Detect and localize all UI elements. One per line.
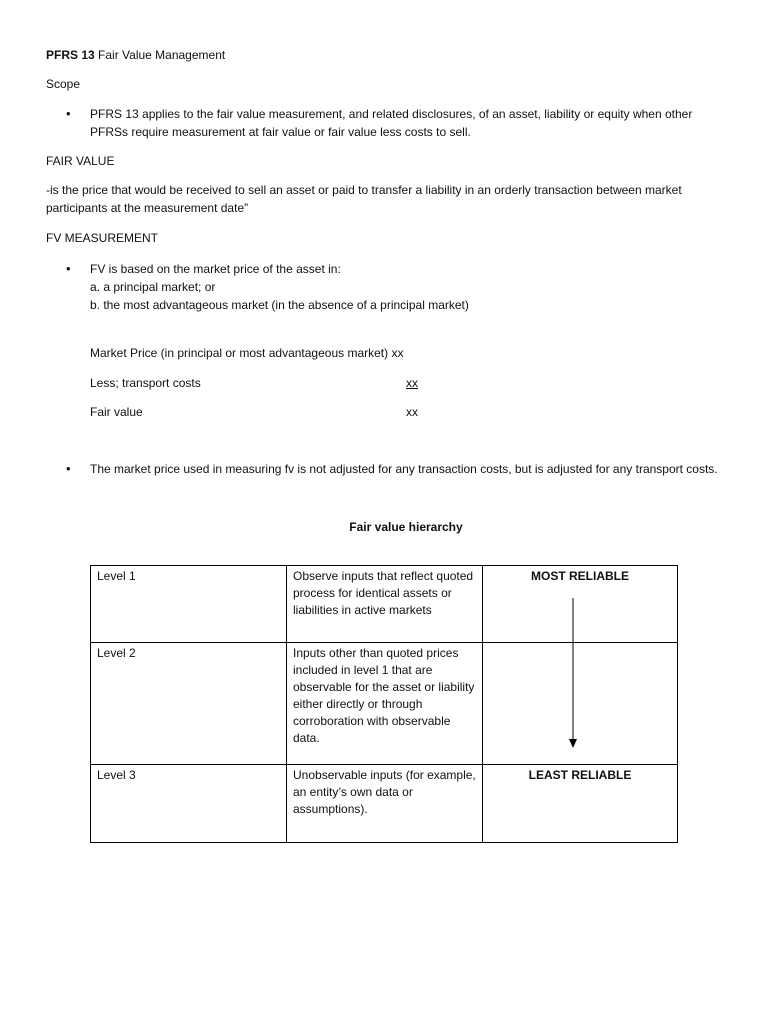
reliability-cell: [483, 643, 678, 765]
description-cell: Observe inputs that reflect quoted process for identical assets or liabilities in active markets: [287, 566, 483, 643]
table-row: [91, 643, 678, 765]
scope-heading: Scope: [46, 77, 81, 91]
bullet-icon: •: [66, 261, 71, 276]
level-cell: Level 3: [91, 765, 287, 843]
scope-bullet-text: PFRS 13 applies to the fair value measurement, and related disclosures, of an asset, liability or equity when other PFRSs require measurement at fair value or fair value less costs to sell.: [90, 107, 693, 139]
fair-value-heading: FAIR VALUE: [46, 154, 115, 168]
bullet-icon: •: [66, 461, 71, 476]
market-price-row: [90, 344, 403, 362]
down-arrow-icon: [566, 598, 580, 750]
market-price-label: Market Price (in principal or most advantageous market): [90, 346, 389, 360]
description-cell: Inputs other than quoted prices included in level 1 that are observable for the asset or liability either directly or through corroboration with observable data.: [287, 643, 483, 765]
fv-bullet-line1: FV is based on the market price of the asset in:: [90, 262, 341, 276]
level-cell: Level 1: [91, 566, 287, 643]
bullet-icon: •: [66, 106, 71, 121]
fv-bullet-line3: b. the most advantageous market (in the absence of a principal market): [90, 298, 469, 312]
transport-bullet-text: The market price used in measuring fv is not adjusted for any transaction costs, but is adjusted for any transport costs.: [90, 462, 718, 476]
title-prefix: PFRS 13: [46, 48, 95, 62]
fv-bullet-line2: a. a principal market; or: [90, 280, 216, 294]
less-transport-value: xx: [406, 376, 418, 390]
reliability-cell: LEAST RELIABLE: [483, 765, 678, 843]
less-transport-label: Less; transport costs: [90, 376, 201, 390]
fair-value-label: Fair value: [90, 405, 143, 419]
description-cell: Unobservable inputs (for example, an entity’s own data or assumptions).: [287, 765, 483, 843]
title-rest: Fair Value Management: [98, 48, 226, 62]
fv-measurement-heading: FV MEASUREMENT: [46, 231, 159, 245]
fair-value-definition: -is the price that would be received to sell an asset or paid to transfer a liability in an orderly transaction between market participants at the measurement date”: [46, 183, 682, 215]
fair-value-hierarchy-table: [90, 565, 678, 843]
market-price-value: xx: [391, 346, 404, 360]
level-cell: Level 2: [91, 643, 287, 765]
table-row: [91, 566, 678, 643]
table-row: [91, 765, 678, 843]
hierarchy-title: Fair value hierarchy: [349, 520, 463, 534]
reliability-cell: MOST RELIABLE: [483, 566, 678, 643]
fair-value-value: xx: [406, 405, 418, 419]
document-title: [46, 46, 225, 64]
